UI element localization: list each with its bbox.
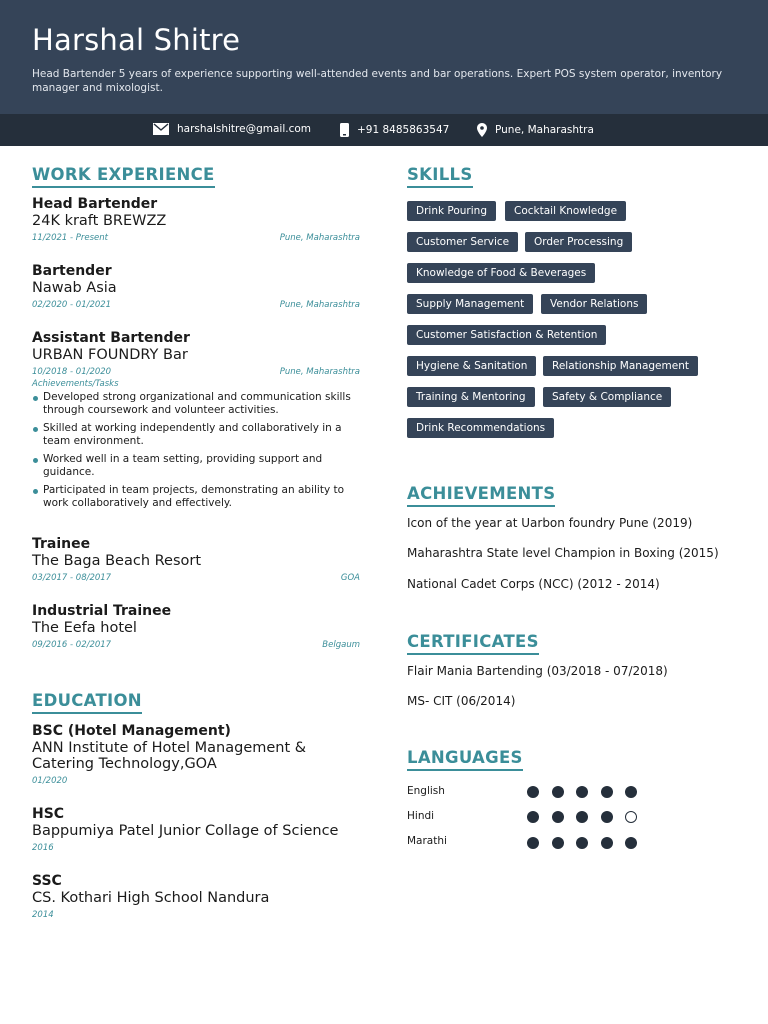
skill-chip: Relationship Management: [543, 356, 698, 376]
job-location: Pune, Maharashtra: [279, 233, 360, 243]
job-location: GOA: [340, 573, 360, 583]
degree: HSC: [32, 806, 65, 822]
job-dates: 02/2020 - 01/2021: [32, 300, 112, 310]
profile-summary: Head Bartender 5 years of experience supporting well-attended events and bar operations. Expert POS system operator, inventory manager and mixologist.: [32, 68, 723, 94]
language-name: Marathi: [407, 835, 447, 847]
job-title: Assistant Bartender: [32, 330, 190, 346]
school-name: Bappumiya Patel Junior Collage of Science: [32, 823, 339, 839]
task-item: Participated in team projects, demonstrating an ability to work collaboratively and effectively.: [32, 484, 360, 510]
achievement-item: Icon of the year at Uarbon foundry Pune (2019): [407, 516, 693, 530]
level-dot-filled: [601, 837, 613, 849]
skill-chip: Customer Satisfaction & Retention: [407, 325, 606, 345]
company-name: The Baga Beach Resort: [32, 553, 202, 569]
education-date: 2014: [32, 910, 54, 920]
contact-phone[interactable]: [340, 123, 449, 137]
job-location: Pune, Maharashtra: [279, 300, 360, 310]
level-dot-empty: [625, 811, 637, 823]
job-location: Belgaum: [322, 640, 360, 650]
job-title: Head Bartender: [32, 196, 158, 212]
education-entry: [32, 723, 332, 788]
level-dot-filled: [625, 786, 637, 798]
company-name: 24K kraft BREWZZ: [32, 213, 167, 229]
envelope-icon: [153, 123, 169, 135]
education-entry: [32, 873, 360, 922]
languages-heading: LANGUAGES: [407, 748, 523, 771]
task-item: Skilled at working independently and collaboratively in a team environment.: [32, 422, 360, 448]
skill-chip: Knowledge of Food & Beverages: [407, 263, 595, 283]
company-name: URBAN FOUNDRY Bar: [32, 347, 188, 363]
job-meta: [32, 571, 360, 585]
work-entry: [32, 536, 360, 585]
achievements-heading: ACHIEVEMENTS: [407, 484, 555, 507]
language-level: [527, 837, 650, 849]
location-text: Pune, Maharashtra: [495, 124, 594, 136]
skill-chip: Order Processing: [525, 232, 632, 252]
level-dot-filled: [576, 786, 588, 798]
skill-chip: Vendor Relations: [541, 294, 647, 314]
skill-chip: Hygiene & Sanitation: [407, 356, 536, 376]
language-level: [527, 786, 650, 798]
skill-chip: Safety & Compliance: [543, 387, 671, 407]
certificate-item: MS- CIT (06/2014): [407, 694, 516, 708]
job-title: Bartender: [32, 263, 112, 279]
education-date: 01/2020: [32, 776, 68, 786]
education-entry: [32, 806, 360, 855]
level-dot-filled: [552, 837, 564, 849]
certificate-item: Flair Mania Bartending (03/2018 - 07/2018): [407, 664, 668, 678]
skill-chip: Customer Service: [407, 232, 518, 252]
job-location: Pune, Maharashtra: [279, 367, 360, 377]
language-name: English: [407, 785, 445, 797]
degree: BSC (Hotel Management): [32, 723, 231, 739]
level-dot-filled: [527, 837, 539, 849]
skills-heading: SKILLS: [407, 165, 473, 188]
school-name: ANN Institute of Hotel Management & Catering Technology,GOA: [32, 740, 307, 772]
work-experience-heading: WORK EXPERIENCE: [32, 165, 215, 188]
job-meta: [32, 638, 360, 652]
school-name: CS. Kothari High School Nandura: [32, 890, 270, 906]
work-entry: [32, 603, 360, 652]
work-entry: [32, 263, 360, 312]
resume-header: [0, 0, 768, 114]
education-date: 2016: [32, 843, 54, 853]
work-entry: [32, 196, 360, 245]
achievement-item: National Cadet Corps (NCC) (2012 - 2014): [407, 577, 660, 591]
job-dates: 11/2021 - Present: [32, 233, 109, 243]
job-dates: 03/2017 - 08/2017: [32, 573, 112, 583]
phone-text: +91 8485863547: [357, 124, 450, 136]
skill-chip: Drink Recommendations: [407, 418, 554, 438]
job-meta: [32, 365, 360, 379]
contact-bar: [0, 114, 768, 146]
job-title: Industrial Trainee: [32, 603, 172, 619]
task-item: Developed strong organizational and communication skills through coursework and volunteer activities.: [32, 391, 360, 417]
level-dot-filled: [552, 786, 564, 798]
job-dates: 09/2016 - 02/2017: [32, 640, 112, 650]
skill-chip: Drink Pouring: [407, 201, 496, 221]
candidate-name: Harshal Shitre: [32, 23, 241, 57]
education-meta: [32, 841, 360, 855]
level-dot-filled: [527, 811, 539, 823]
company-name: The Eefa hotel: [32, 620, 137, 636]
level-dot-filled: [601, 786, 613, 798]
task-item: Worked well in a team setting, providing support and guidance.: [32, 453, 360, 479]
level-dot-filled: [576, 837, 588, 849]
education-heading: EDUCATION: [32, 691, 142, 714]
language-name: Hindi: [407, 810, 435, 822]
contact-email[interactable]: [153, 123, 311, 135]
education-meta: [32, 774, 332, 788]
skill-chip: Supply Management: [407, 294, 533, 314]
work-entry: [32, 330, 360, 515]
task-list: [32, 391, 360, 510]
education-meta: [32, 908, 360, 922]
degree: SSC: [32, 873, 62, 889]
company-name: Nawab Asia: [32, 280, 117, 296]
job-meta: [32, 231, 360, 245]
job-meta: [32, 298, 360, 312]
level-dot-filled: [552, 811, 564, 823]
tasks-label: Achievements/Tasks: [32, 379, 119, 389]
job-dates: 10/2018 - 01/2020: [32, 367, 112, 377]
job-title: Trainee: [32, 536, 91, 552]
location-pin-icon: [477, 123, 487, 137]
language-level: [527, 811, 650, 823]
email-text: harshalshitre@gmail.com: [177, 123, 312, 135]
level-dot-filled: [576, 811, 588, 823]
level-dot-filled: [601, 811, 613, 823]
skill-chip: Training & Mentoring: [407, 387, 535, 407]
achievement-item: Maharashtra State level Champion in Boxing (2015): [407, 546, 719, 560]
skill-chip: Cocktail Knowledge: [505, 201, 626, 221]
level-dot-filled: [527, 786, 539, 798]
level-dot-filled: [625, 837, 637, 849]
phone-icon: [340, 123, 349, 137]
certificates-heading: CERTIFICATES: [407, 632, 539, 655]
contact-location: [477, 123, 594, 137]
